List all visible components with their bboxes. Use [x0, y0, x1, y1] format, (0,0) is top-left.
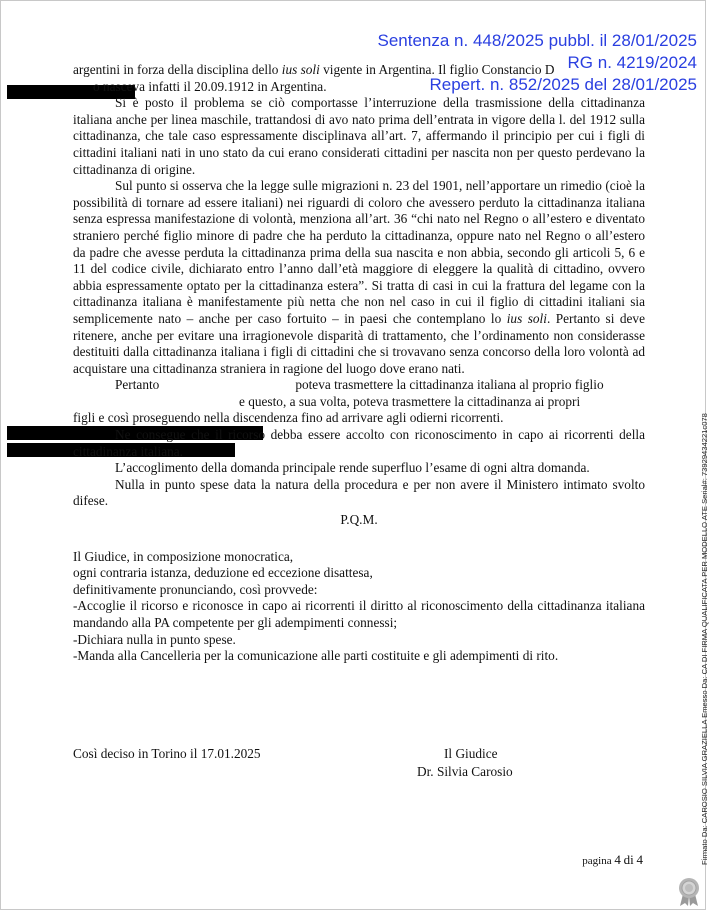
digital-signature-stamp: Firmato Da: CAROSIO SILVIA GRAZIELLA Emesso Da: CA DI FIRMA QUALIFICATA PER MODELLO ATE Serial#: 73929434221c078: [700, 413, 709, 865]
document-body: [73, 62, 645, 665]
rg-number: RG n. 4219/2024: [567, 53, 697, 72]
judge-name: Dr. Silvia Carosio: [417, 764, 513, 779]
dispositive-line: -Dichiara nulla in punto spese.: [73, 631, 236, 647]
repertorio-number: Repert. n. 852/2025 del 28/01/2025: [429, 75, 697, 94]
place-date: Così deciso in Torino il 17.01.2025: [73, 746, 261, 761]
paragraph-4: Pertanto poteva trasmettere la cittadinanza italiana al proprio figlio e questo, a sua volta, poteva trasmettere la cittadinanza ai propri figli e così proseguendo nella discendenza fino ad arrivare agli odierni ricorrenti.: [73, 377, 604, 426]
paragraph-6: L’accoglimento della domanda principale rende superfluo l’esame di ogni altra domanda.: [115, 460, 590, 476]
dispositive-line: definitivamente pronunciando, così provvede:: [73, 581, 318, 597]
paragraph-1: argentini in forza della disciplina dello ius soli vigente in Argentina. Il figlio Constancio D o nasceva infatti il 20.09.1912 in Argentina.: [73, 62, 555, 94]
sentenza-number: Sentenza n. 448/2025 pubbl. il 28/01/2025: [377, 31, 697, 50]
dispositive-line: -Accoglie il ricorso e riconosce in capo ai ricorrenti il diritto al riconoscimento della cittadinanza italiana mandando alla PA competente per gli adempimenti connessi;: [73, 598, 645, 630]
paragraph-3: Sul punto si osserva che la legge sulle migrazioni n. 23 del 1901, nell’apportare un rimedio (cioè la possibilità di tornare ad essere italiani) nei riguardi di coloro che avessero perduto la cittadinanza italiana senza espressa manifestazione di volontà, menziona all’art. 36 “chi nato nel Regno o all’estero e diventato straniero perché figlio minore di padre che ha perduto la cittadinanza, oppure nato nel Regno o all’estero da padre che avesse perduta la cittadinanza prima della sua nascita e non abbia, secondo gli articoli 5, 6 e 11 del codice civile, dichiarato entro l’anno dall’età maggiore di eleggere la qualità di cittadino, ovvero abbia espressamente optato per la cittadinanza estera”. Si tratta di casi in cui la frattura del legame con la cittadinanza italiana è manifestamente più netta che non nel caso in cui il figlio di cittadini italiani sia semplicemente nato – anche per caso fortuito – in paesi che contemplano lo ius soli. Pertanto si deve ritenere, anche per evitare una irragionevole disparità di trattamento, che l’ordinamento non considerasse destituiti dalla cittadinanza italiana i figli di cittadini che si trovavano senza concorso della loro volontà ad acquistare una cittadinanza straniera in ragione del luogo dove erano nati.: [73, 178, 645, 376]
dispositive-line: ogni contraria istanza, deduzione ed eccezione disattesa,: [73, 565, 373, 581]
page-number: pagina 4 di 4: [582, 852, 643, 867]
paragraph-7: Nulla in punto spese data la natura della procedura e per non avere il Ministero intimato svolto difese.: [73, 476, 645, 509]
dispositive-line: Il Giudice, in composizione monocratica,: [73, 548, 294, 564]
judge-role: Il Giudice: [444, 746, 498, 761]
seal-icon: [675, 877, 703, 907]
pqm-heading: P.Q.M.: [340, 512, 378, 528]
dispositive-line: -Manda alla Cancelleria per la comunicazione alle parti costituite e gli adempimenti di rito.: [73, 648, 559, 664]
paragraph-2: Si è posto il problema se ciò comportasse l’interruzione della trasmissione della cittadinanza italiana anche per linea maschile, trattandosi di avo nato prima dell’entrata in vigore della l. del 1912 sulla cittadinanza, che tale caso espressamente disciplinava all’art. 7, affermando il principio per cui i figli di cittadini italiani nati in uno stato da cui erano considerati cittadini per nascita non per questo perdevano la cittadinanza di origine.: [73, 95, 645, 177]
paragraph-5: Ne consegue che il ricorso debba essere accolto con riconoscimento in capo ai ricorrenti della cittadinanza italiana.: [73, 427, 645, 459]
